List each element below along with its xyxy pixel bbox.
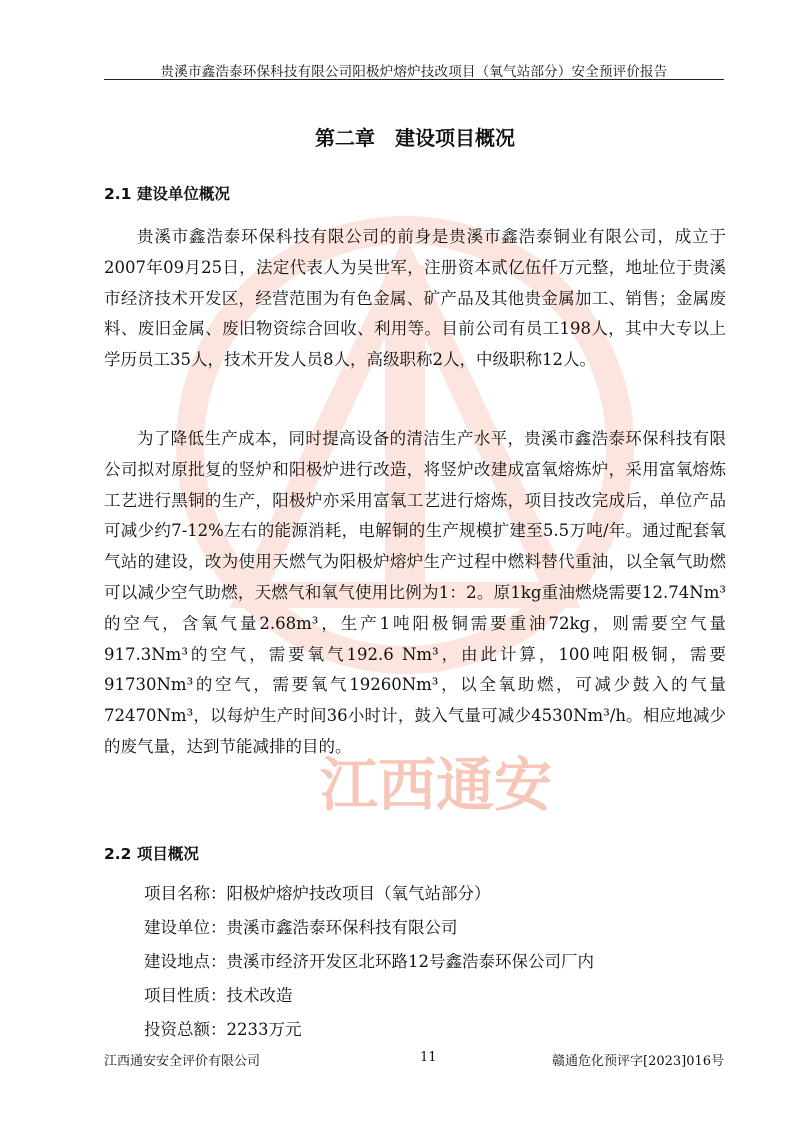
project-field: 投资总额：2233万元 [144,1020,302,1039]
section-heading: 2.2 项目概况 [104,845,199,863]
running-header: 贵溪市鑫浩泰环保科技有限公司阳极炉熔炉技改项目（氧气站部分）安全预评价报告 [160,64,668,80]
project-field: 项目性质：技术改造 [144,986,293,1005]
project-field: 项目名称：阳极炉熔炉技改项目（氧气站部分） [144,884,491,903]
paragraph: 为了降低生产成本，同时提高设备的清洁生产水平，贵溪市鑫浩泰环保科技有限公司拟对原批复的竖炉和阳极炉进行改造，将竖炉改建成富氧熔炼炉，采用富氧熔炼工艺进行黑铜的生产，阳极炉亦采用富氧工艺进行熔炼，项目技改完成后，单位产品可减少约7-12%左右的能源消耗，电解铜的生产规模扩建至5.5万吨/年。通过配套氧气站的建设，改为使用天燃气为阳极炉熔炉生产过程中燃料替代重油，以全氧气助燃可以减少空气助燃，天燃气和氧气使用比例为1：2。原1kg重油燃烧需要12.74Nm³的空气，含氧气量2.68m³，生产1吨阳极铜需要重油72kg，则需要空气量917.3Nm³的空气，需要氧气192.6 Nm³，由此计算，100吨阳极铜，需要91730Nm³的空气，需要氧气19260Nm³，以全氧助燃，可减少鼓入的气量72470Nm³，以每炉生产时间36小时计，鼓入气量可减少4530Nm³/h。相应地减少的废气量，达到节能减排的目的。 [104,429,726,756]
paragraph: 贵溪市鑫浩泰环保科技有限公司的前身是贵溪市鑫浩泰铜业有限公司，成立于2007年09月25日，法定代表人为吴世军，注册资本贰亿伍仟万元整，地址位于贵溪市经济技术开发区，经营范围为有色金属、矿产品及其他贵金属加工、销售；金属废料、废旧金属、废旧物资综合回收、利用等。目前公司有员工198人，其中大专以上学历员工35人，技术开发人员8人，高级职称2人，中级职称12人。 [104,227,726,370]
watermark-text: 江西通安 [320,751,553,819]
footer-company: 江西通安安全评价有限公司 [104,1054,261,1069]
section-heading: 2.1 建设单位概况 [104,185,230,203]
page-number: 11 [420,1050,437,1065]
chapter-title: 第二章 建设项目概况 [315,126,515,150]
header-rule [104,79,724,80]
project-field: 建设地点：贵溪市经济开发区北环路12号鑫浩泰环保公司厂内 [144,952,594,971]
project-field: 建设单位：贵溪市鑫浩泰环保科技有限公司 [144,918,458,937]
document-number: 赣通危化预评字[2023]016号 [552,1054,725,1069]
